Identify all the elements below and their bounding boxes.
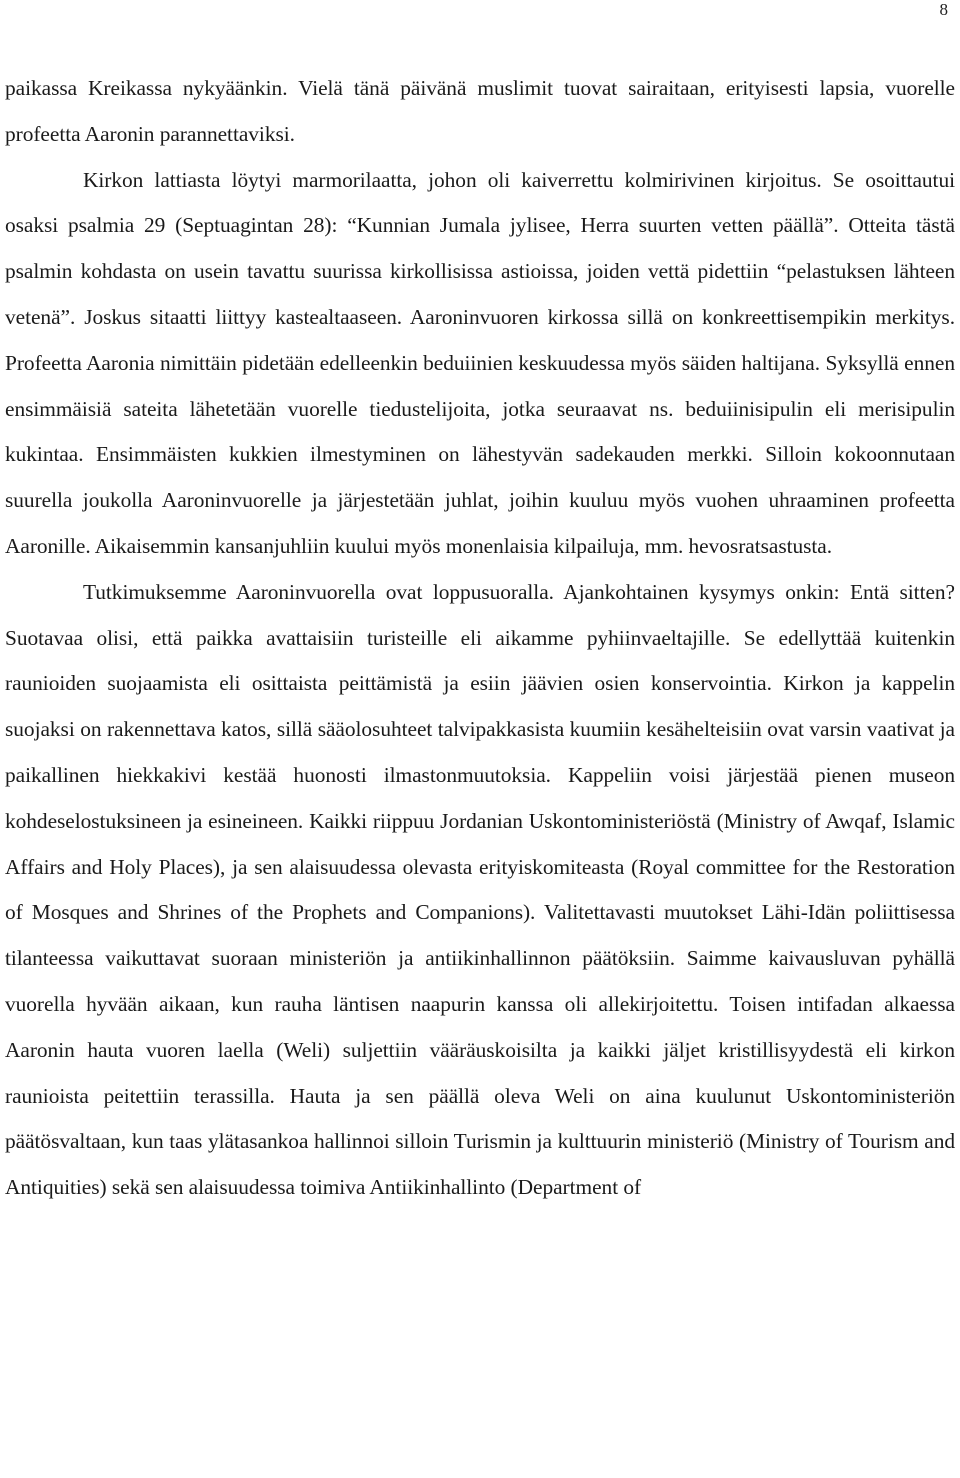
page-number: 8 [939, 0, 948, 19]
body-text [5, 66, 955, 1211]
paragraph-inscription: Kirkon lattiasta löytyi marmorilaatta, johon oli kaiverrettu kolmirivinen kirjoitus. Se osoittautui osaksi psalmia 29 (Septuagintan 28): “Kunnian Jumala jylisee, Herra suurten vetten päällä”. Otteita tästä psalmin kohdasta on usein tavattu suurissa kirkollisissa astioissa, joiden vettä pidettiin “pelastuksen lähteen vetenä”. Joskus sitaatti liittyy kastealtaaseen. Aaroninvuoren kirkossa sillä on konkreettisempikin merkitys. Profeetta Aaronia nimittäin pidetään edelleenkin beduiinien keskuudessa myös säiden haltijana. Syksyllä ennen ensimmäisiä sateita lähetetään vuorelle tiedustelijoita, jotka seuraavat ns. beduiinisipulin eli merisipulin kukintaa. Ensimmäisten kukkien ilmestyminen on lähestyvän sadekauden merkki. Silloin kokoonnutaan suurella joukolla Aaroninvuorelle ja järjestetään juhlat, joihin kuuluu myös vuohen uhraaminen profeetta Aaronille. Aikaisemmin kansanjuhliin kuului myös monenlaisia kilpailuja, mm. hevosratsastusta. [5, 167, 955, 558]
paragraph-continuation: paikassa Kreikassa nykyäänkin. Vielä tänä päivänä muslimit tuovat sairaitaan, erityisesti lapsia, vuorelle profeetta Aaronin parannettaviksi. [5, 76, 955, 146]
paragraph-research-future: Tutkimuksemme Aaroninvuorella ovat loppusuoralla. Ajankohtainen kysymys onkin: Entä sitten? Suotavaa olisi, että paikka avattaisiin turisteille eli aikamme pyhiinvaeltajille. Se edellyttää kuitenkin raunioiden suojaamista eli osittaista peittämistä ja esiin jäävien osien konservointia. Kirkon ja kappelin suojaksi on rakennettava katos, sillä sääolosuhteet talvipakkasista kuumiin kesähelteisiin ovat varsin vaativat ja paikallinen hiekkakivi kestää huonosti ilmastonmuutoksia. Kappeliin voisi järjestää pienen museon kohdeselostuksineen ja esineineen. Kaikki riippuu Jordanian Uskontoministeriöstä (Ministry of Awqaf, Islamic Affairs and Holy Places), ja sen alaisuudessa olevasta erityiskomiteasta (Royal committee for the Restoration of Mosques and Shrines of the Prophets and Companions). Valitettavasti muutokset Lähi-Idän poliittisessa tilanteessa vaikuttavat suoraan ministeriön ja antiikinhallinnon päätöksiin. Saimme kaivausluvan pyhällä vuorella hyvään aikaan, kun rauha läntisen naapurin kanssa oli allekirjoitettu. Toisen intifadan alkaessa Aaronin hauta vuoren laella (Weli) suljettiin vääräuskoisilta ja kaikki jäljet kristillisyydestä eli kirkon raunioista peitettiin terassilla. Hauta ja sen päällä oleva Weli on aina kuulunut Uskontoministeriön päätösvaltaan, kun taas ylätasankoa hallinnoi silloin Turismin ja kulttuurin ministeriö (Ministry of Tourism and Antiquities) sekä sen alaisuudessa toimiva Antiikinhallinto (Department of [5, 579, 955, 1200]
